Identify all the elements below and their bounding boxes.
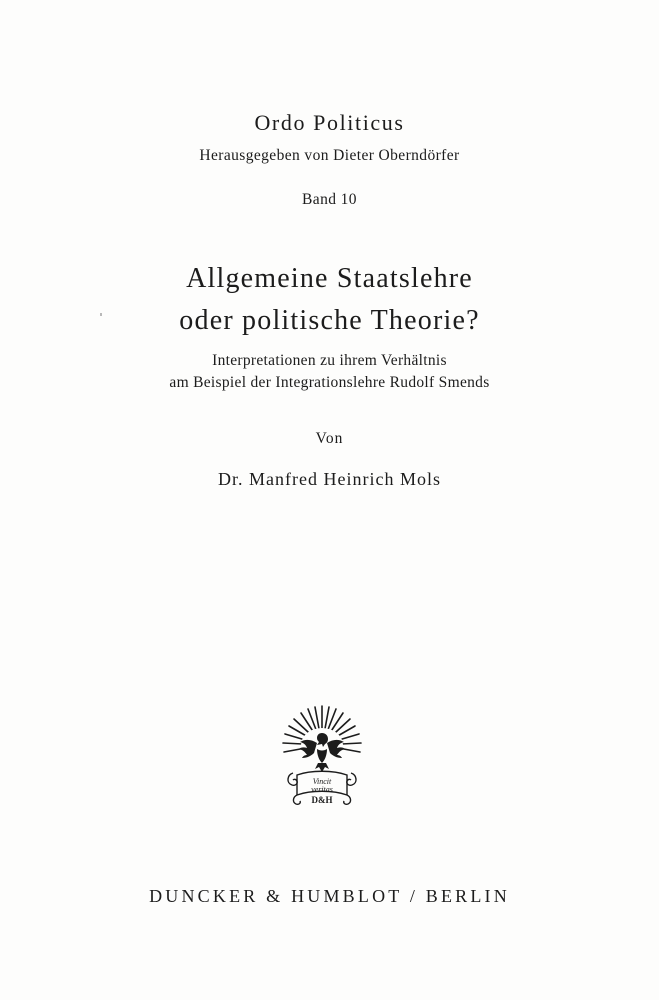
paper-speck xyxy=(100,313,102,316)
book-title-line-2: oder politische Theorie? xyxy=(179,305,480,336)
by-label: Von xyxy=(315,430,344,447)
publisher-eagle-logo-icon xyxy=(279,703,365,809)
publisher-imprint: DUNCKER & HUMBLOT / BERLIN xyxy=(149,886,510,906)
series-title: Ordo Politicus xyxy=(254,110,405,135)
book-subtitle-line-1: Interpretationen zu ihrem Verhältnis xyxy=(212,352,447,369)
logo-motto-line-2: veritas xyxy=(311,785,333,794)
book-title-line-1: Allgemeine Staatslehre xyxy=(186,263,473,294)
series-editor: Herausgegeben von Dieter Oberndörfer xyxy=(199,147,460,164)
logo-monogram: D&H xyxy=(311,795,333,805)
logo-motto-line-1: Vincit xyxy=(312,777,332,786)
volume-number: Band 10 xyxy=(302,191,357,208)
book-subtitle-line-2: am Beispiel der Integrationslehre Rudolf Smends xyxy=(169,374,490,391)
author-name: Dr. Manfred Heinrich Mols xyxy=(218,469,441,489)
